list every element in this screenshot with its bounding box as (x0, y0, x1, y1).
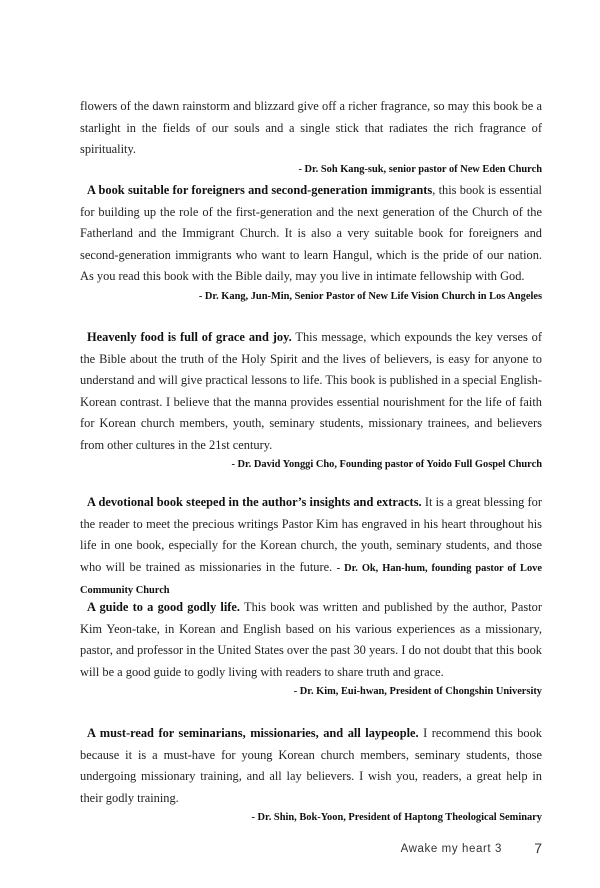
endorsement-body: I recommend this book because it is a must-have for young Korean church members, seminary students, those undergoing missionary training, and all lay believers. I wish you, readers, a great help in their godly training. (80, 726, 542, 805)
endorsement-text (80, 492, 542, 602)
endorsement-lead: A book suitable for foreigners and second-generation immigrants (87, 183, 433, 197)
endorsement-attribution: - Dr. David Yonggi Cho, Founding pastor of Yoido Full Gospel Church (231, 459, 542, 470)
endorsement-lead: A must-read for seminarians, missionaries, and all laypeople. (87, 726, 419, 740)
endorsement-lead: Heavenly food is full of grace and joy. (87, 330, 292, 344)
endorsement-4 (80, 492, 542, 602)
endorsement-body: It is a great blessing for the reader to meet the precious writings Pastor Kim has engraved in his heart throughout his life in one book, especially for the Korean church, the youth, seminary students, and those who will be trained as missionaries in the future. (80, 495, 542, 574)
running-title: Awake my heart 3 (400, 843, 502, 855)
endorsement-lead: A devotional book steeped in the author’s insights and extracts. (87, 495, 422, 509)
endorsement-text (80, 723, 542, 809)
endorsement-text (80, 180, 542, 288)
endorsement-1 (80, 96, 542, 179)
endorsement-text (80, 96, 542, 161)
endorsement-lead: A guide to a good godly life. (87, 600, 241, 614)
page-number: 7 (534, 840, 542, 856)
endorsement-attribution: - Dr. Soh Kang-suk, senior pastor of New Eden Church (298, 163, 542, 175)
endorsement-body: This book was written and published by the author, Pastor Kim Yeon-take, in Korean and English based on his various experiences as a missionary, pastor, and professor in the United States over the past 30 years. I do not doubt that this book will be a good guide to godly living with readers to share truth and grace. (80, 600, 543, 679)
endorsement-6 (80, 723, 542, 827)
endorsement-3 (80, 327, 542, 474)
endorsement-attribution: - Dr. Kim, Eui-hwan, President of Chongshin University (293, 686, 542, 697)
endorsement-body: , this book is essential for building up the role of the first-generation and the next generation of the Church of the Fatherland and the Immigrant Church. It is also a very suitable book for foreigners and second-generation immigrants who want to learn Hangul, which is the pride of our nation. As you read this book with the Bible daily, may you live in intimate fellowship with God. (80, 183, 542, 283)
endorsement-text (80, 327, 542, 456)
endorsement-attribution: - Dr. Ok, Han-hum, founding pastor of Love Community Church (80, 562, 542, 596)
endorsement-attribution: - Dr. Shin, Bok-Yoon, President of Haptong Theological Seminary (251, 812, 542, 823)
page-footer (300, 840, 542, 860)
endorsement-text (80, 597, 542, 683)
endorsement-body: This message, which expounds the key verses of the Bible about the truth of the Holy Spirit and the lives of believers, is easy for anyone to understand and will give practical lessons to life. This book is published in a special English-Korean contrast. I believe that the manna provides essential nourishment for the life of faith for Korean church members, youth, seminary students, missionary trainees, and believers from other cultures in the 21st century. (80, 330, 543, 452)
endorsement-5 (80, 597, 542, 701)
endorsement-body: flowers of the dawn rainstorm and blizzard give off a richer fragrance, so may this book be a starlight in the fields of our souls and a single stick that radiates the rich fragrance of spirituality. (80, 99, 542, 156)
endorsement-2 (80, 180, 542, 306)
endorsement-attribution: - Dr. Kang, Jun-Min, Senior Pastor of New Life Vision Church in Los Angeles (198, 290, 542, 302)
